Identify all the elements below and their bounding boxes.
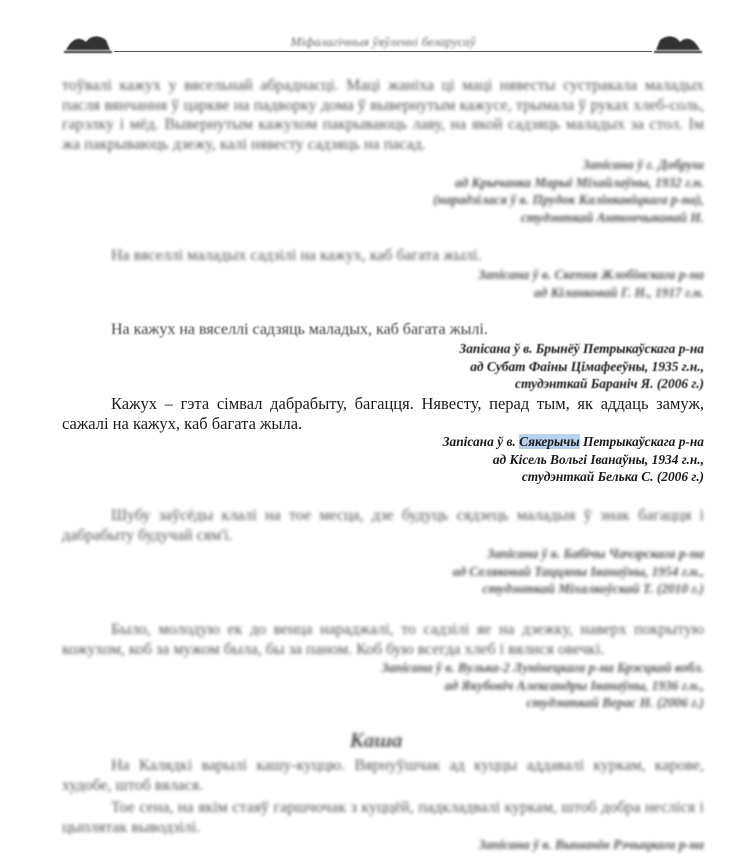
section-paragraph-1: На Калядкі варылі кашу-куццю. Вярнуўшчак ад куццы аддавалі куркам, карове, худобе, штоб вялася. bbox=[62, 757, 704, 794]
paragraph-4: Кажух – гэта сімвал дабрабыту, багацця. Нявесту, перад тым, як аддаць замуж, сажалі на кажух, каб багата жыла. bbox=[62, 394, 704, 433]
paragraph-6: Было, молодую ек до венца нараджалі, то садзілі яе на дзежку, наверх покрытую кожухом, коб за мужом была, бы за паном. Коб бую всегда хлеб і вялися овечкі. bbox=[62, 621, 704, 658]
header-rule bbox=[114, 51, 652, 52]
running-header bbox=[62, 30, 704, 58]
source-note-5: Запісана ў в. Бабічы Чачэрскага р-на ад Селяковай Таццяны Іванаўны, 1954 г.н., студэнткай Міхалкоўскай Т. (2010 г.) bbox=[452, 546, 704, 596]
source-note-4: Запісана ў в. Сякерычы Петрыкаўскага р-на ад Кісель Вольгі Іванаўны, 1934 г.н., студэнткай Белька С. (2006 г.) bbox=[442, 434, 704, 484]
ornament-right-icon bbox=[652, 30, 704, 56]
paragraph-3: На кажух на вяселлі садзяць маладых, каб багата жылі. bbox=[111, 321, 488, 338]
source-note-3: Запісана ў в. Брынёў Петрыкаўскага р-на ад Субат Фаіны Цімафееўны, 1935 г.н., студэнткай Бараніч Я. (2006 г.) bbox=[459, 341, 704, 391]
source-note-7: Запісана ў в. Вышанін Рэчыцкага р-на bbox=[478, 837, 704, 852]
running-title: Міфалагічныя ўяўленні беларусаў bbox=[290, 34, 476, 49]
source-note-6: Запісана ў в. Вулька-2 Лунінецкага р-на Брэсцкай вобл. ад Якубовіч Александры Іванаўны, 1936 г.н., студэнткай Верас Н. (2006 г.) bbox=[381, 660, 704, 710]
search-highlight: Сякерычы bbox=[519, 434, 580, 449]
source-note-1: Запісана ў г. Добруш ад Крычанка Марыі Міхайлаўны, 1932 г.н. (нарадзілася ў в. Прудок Калінкавіцкага р-на), студэнткай Антончыкавай Н. bbox=[433, 157, 704, 225]
source-note-2: Запісана ў в. Скепня Жлобінскага р-на ад Кіланковай Г. Н., 1917 г.н. bbox=[478, 267, 704, 300]
section-paragraph-2: Тое сена, на якім стаяў гаршчочак з куццёй, падкладвалі куркам, штоб добра несліся і цыплятак выводзілі. bbox=[62, 799, 704, 836]
section-title: Каша bbox=[349, 728, 403, 752]
paragraph-2: На вяселлі маладых садзілі на кажух, каб багата жылі. bbox=[111, 247, 482, 264]
paragraph-1: тоўвалі кажух у вясельнай абраднасці. Маці жаніха ці маці нявесты сустракала маладых пасля вянчання ў царкве на падворку дома ў вывернутым кажусе, трымала ў руках хлеб-соль, гарэлку і мёд. Вывернутым кажухом пакрываюць лаву, на якой садзяць маладых за стол. Ім жа пакрываюць дзежу, калі нявесту садзяць на пасад. bbox=[62, 77, 704, 153]
paragraph-5: Шубу заўсёды клалі на тое месца, дзе будуць сядзець маладыя ў знак багацця і дабрабыту будучай сям'і. bbox=[62, 507, 704, 544]
